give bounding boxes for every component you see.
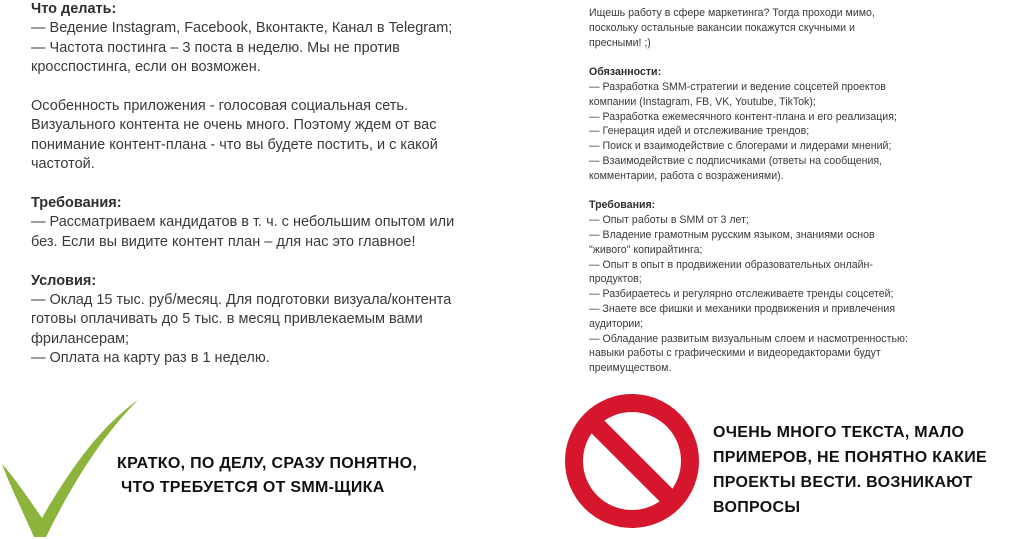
requirements-line: — Рассматриваем кандидатов в т. ч. с небольшим опытом или <box>31 214 455 231</box>
duties-line: — Поиск и взаимодействие с блогерами и лидерами мнений; <box>589 140 892 153</box>
conditions-heading: Условия: <box>31 272 97 289</box>
caption-line: КРАТКО, ПО ДЕЛУ, СРАЗУ ПОНЯТНО, <box>117 455 418 472</box>
duties-line: — Разработка SMM-стратегии и ведение соцсетей проектов <box>589 80 886 93</box>
requirements-line: — Опыт в опыт в продвижении образовательных онлайн- <box>589 258 873 271</box>
requirements-line: — Разбираетесь и регулярно отслеживаете тренды соцсетей; <box>589 288 894 301</box>
conditions-line: фрилансерам; <box>31 330 130 347</box>
requirements-line: аудитории; <box>589 317 644 330</box>
requirements-line: "живого" копирайтинга; <box>589 243 703 256</box>
what-to-do-line: — Ведение Instagram, Facebook, Вконтакте, Канал в Telegram; <box>31 20 453 37</box>
good-vacancy-text <box>31 0 501 369</box>
intro-line: Ищешь работу в сфере маркетинга? Тогда проходи мимо, <box>589 7 875 19</box>
bad-example-caption <box>713 420 1024 520</box>
requirements-line: — Знаете все фишки и механики продвижения и привлечения <box>589 302 896 315</box>
duties-line: — Взаимодействие с подписчиками (ответы на сообщения, <box>589 154 883 167</box>
requirements-line: — Опыт работы в SMM от 3 лет; <box>589 214 749 227</box>
bad-vacancy-text <box>589 6 969 376</box>
requirements-line: навыки работы с графическими и видеоредакторами будут <box>589 347 881 360</box>
duties-line: компании (Instagram, FB, VK, Youtube, TikTok); <box>589 95 816 108</box>
caption-line: ВОПРОСЫ <box>713 499 801 516</box>
caption-line: ПРОЕКТЫ ВЕСТИ. ВОЗНИКАЮТ <box>713 474 973 491</box>
duties-line: комментарии, работа с возражениями). <box>589 169 784 182</box>
duties-line: — Разработка ежемесячного контент-плана и его реализация; <box>589 110 897 123</box>
requirements-line: преимуществом. <box>589 362 672 375</box>
requirements-line: — Обладание развитым визуальным слоем и насмотренностью: <box>589 332 908 345</box>
requirements-line: продуктов; <box>589 273 642 286</box>
good-example-caption <box>117 452 517 500</box>
requirements-line: без. Если вы видите контент план – для нас это главное! <box>31 233 416 250</box>
duties-line: — Генерация идей и отслеживание трендов; <box>589 125 810 138</box>
conditions-line: — Оклад 15 тыс. руб/месяц. Для подготовки визуала/контента <box>31 292 452 309</box>
what-to-do-line: — Частота постинга – 3 поста в неделю. Мы не против <box>31 39 400 56</box>
feature-line: частотой. <box>31 156 95 173</box>
duties-heading: Обязанности: <box>589 66 662 79</box>
caption-line: ПРИМЕРОВ, НЕ ПОНЯТНО КАКИЕ <box>713 449 987 466</box>
feature-line: Особенность приложения - голосовая социальная сеть. <box>31 98 408 115</box>
requirements-heading: Требования: <box>589 199 656 212</box>
what-to-do-heading: Что делать: <box>31 1 117 17</box>
what-to-do-line: кросспостинга, если он возможен. <box>31 59 261 76</box>
caption-line: ЧТО ТРЕБУЕТСЯ ОТ SMM-ЩИКА <box>121 479 385 496</box>
requirements-line: — Владение грамотным русским языком, знаниями основ <box>589 228 875 241</box>
caption-line: ОЧЕНЬ МНОГО ТЕКСТА, МАЛО <box>713 424 965 441</box>
feature-line: Визуального контента не очень много. Поэтому ждем от вас <box>31 117 437 134</box>
conditions-line: готовы оплачивать до 5 тыс. в месяц привлекаемым вами <box>31 311 423 328</box>
intro-line: пресными! ;) <box>589 36 651 49</box>
conditions-line: — Оплата на карту раз в 1 неделю. <box>31 350 270 367</box>
prohibited-icon <box>562 391 702 531</box>
requirements-heading: Требования: <box>31 195 122 212</box>
intro-line: поскольку остальные вакансии покажутся скучными и <box>589 21 855 34</box>
feature-line: понимание контент-плана - что вы будете постить, и с какой <box>31 136 438 153</box>
